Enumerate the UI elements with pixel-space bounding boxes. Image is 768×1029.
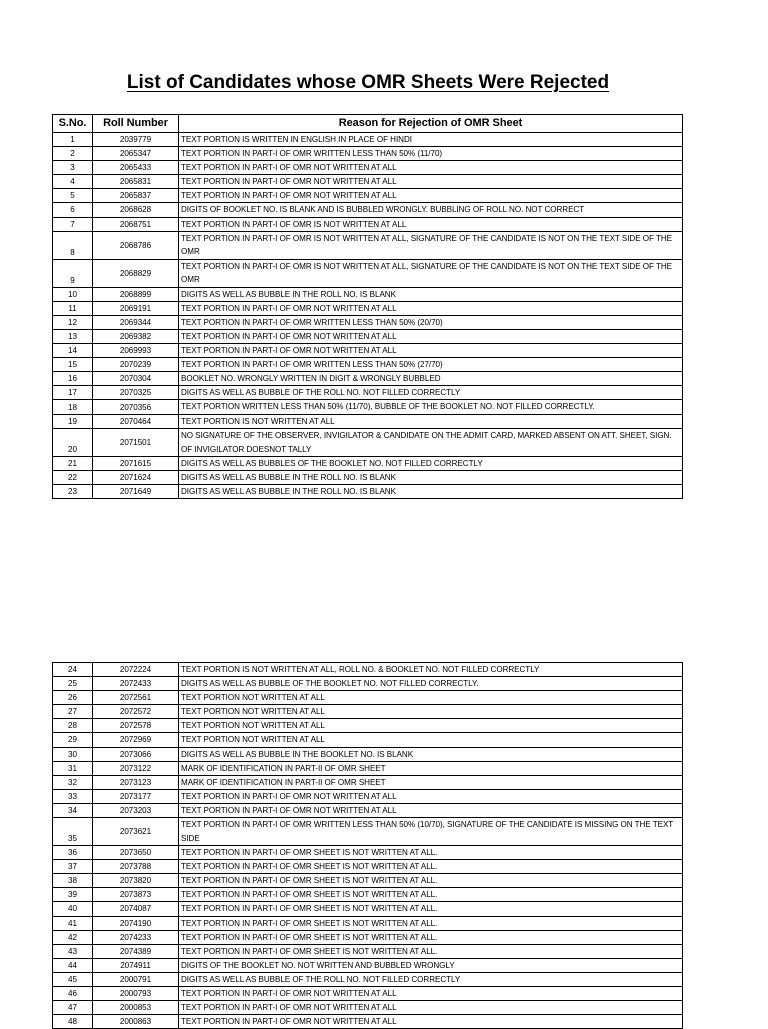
roll-number-cell: 2073122 [93, 761, 179, 775]
table-row [53, 147, 683, 161]
reason-cell: TEXT PORTION IN PART-I OF OMR NOT WRITTEN AT ALL [179, 789, 683, 803]
sno-cell: 31 [53, 761, 93, 775]
reason-cell: TEXT PORTION IN PART-I OF OMR NOT WRITTEN AT ALL [179, 1015, 683, 1029]
table-row [53, 916, 683, 930]
reason-cell: TEXT PORTION IN PART-I OF OMR IS NOT WRITTEN AT ALL, SIGNATURE OF THE CANDIDATE IS NOT ON THE TEXT SIDE OF THE OMR [179, 259, 683, 287]
roll-number-cell: 2069191 [93, 301, 179, 315]
roll-number-cell: 2065347 [93, 147, 179, 161]
roll-number-cell: 2069993 [93, 344, 179, 358]
roll-number-cell: 2074389 [93, 944, 179, 958]
roll-number-cell: 2074190 [93, 916, 179, 930]
sno-cell: 35 [53, 818, 93, 846]
table-row [53, 972, 683, 986]
reason-cell: TEXT PORTION IS WRITTEN IN ENGLISH IN PLACE OF HINDI [179, 133, 683, 147]
reason-cell: DIGITS AS WELL AS BUBBLE IN THE BOOKLET NO. IS BLANK [179, 747, 683, 761]
roll-number-cell: 2071624 [93, 471, 179, 485]
table-row [53, 663, 683, 677]
roll-number-cell: 2068751 [93, 217, 179, 231]
sno-cell: 46 [53, 986, 93, 1000]
roll-number-cell: 2068899 [93, 287, 179, 301]
sno-cell: 13 [53, 329, 93, 343]
sno-cell: 21 [53, 457, 93, 471]
reason-cell: BOOKLET NO. WRONGLY WRITTEN IN DIGIT & WRONGLY BUBBLED [179, 372, 683, 386]
reason-cell: TEXT PORTION IN PART-I OF OMR IS NOT WRITTEN AT ALL [179, 217, 683, 231]
sno-cell: 2 [53, 147, 93, 161]
roll-number-cell: 2071649 [93, 485, 179, 499]
roll-number-cell: 2071501 [93, 429, 179, 457]
table-row [53, 485, 683, 499]
sno-cell: 33 [53, 789, 93, 803]
table-row [53, 315, 683, 329]
table-row [53, 203, 683, 217]
sno-cell: 24 [53, 663, 93, 677]
roll-number-cell: 2073820 [93, 874, 179, 888]
reason-cell: TEXT PORTION IN PART-I OF OMR SHEET IS NOT WRITTEN AT ALL. [179, 916, 683, 930]
reason-cell: MARK OF IDENTIFICATION IN PART-II OF OMR SHEET [179, 761, 683, 775]
roll-number-cell: 2068829 [93, 259, 179, 287]
roll-number-cell: 2072572 [93, 705, 179, 719]
table-row [53, 789, 683, 803]
reason-cell: DIGITS OF THE BOOKLET NO. NOT WRITTEN AND BUBBLED WRONGLY [179, 958, 683, 972]
reason-cell: TEXT PORTION IN PART-I OF OMR NOT WRITTEN AT ALL [179, 161, 683, 175]
sno-cell: 47 [53, 1001, 93, 1015]
sno-cell: 28 [53, 719, 93, 733]
table-row [53, 329, 683, 343]
roll-number-cell: 2069344 [93, 315, 179, 329]
sno-cell: 38 [53, 874, 93, 888]
table-row [53, 888, 683, 902]
roll-number-cell: 2065837 [93, 189, 179, 203]
table-row [53, 429, 683, 457]
roll-number-cell: 2069382 [93, 329, 179, 343]
sno-cell: 37 [53, 860, 93, 874]
sno-cell: 23 [53, 485, 93, 499]
reason-cell: NO SIGNATURE OF THE OBSERVER, INVIGILATOR & CANDIDATE ON THE ADMIT CARD, MARKED ABSENT ON ATT. SHEET, SIGN. OF INVIGILATOR DOESNOT TALLY [179, 429, 683, 457]
reason-cell: TEXT PORTION IN PART-I OF OMR IS NOT WRITTEN AT ALL, SIGNATURE OF THE CANDIDATE IS NOT ON THE TEXT SIDE OF THE OMR [179, 231, 683, 259]
sno-cell: 44 [53, 958, 93, 972]
reason-cell: TEXT PORTION IN PART-I OF OMR NOT WRITTEN AT ALL [179, 329, 683, 343]
table-row [53, 747, 683, 761]
reason-cell: TEXT PORTION IN PART-I OF OMR SHEET IS NOT WRITTEN AT ALL. [179, 888, 683, 902]
sno-cell: 32 [53, 775, 93, 789]
roll-number-cell: 2074911 [93, 958, 179, 972]
roll-number-cell: 2039779 [93, 133, 179, 147]
reason-cell: TEXT PORTION IN PART-I OF OMR WRITTEN LESS THAN 50% (10/70), SIGNATURE OF THE CANDIDATE IS MISSING ON THE TEXT SIDE [179, 818, 683, 846]
table-row [53, 803, 683, 817]
table-row [53, 287, 683, 301]
table-row [53, 217, 683, 231]
sno-cell: 7 [53, 217, 93, 231]
roll-number-cell: 2000853 [93, 1001, 179, 1015]
sno-cell: 39 [53, 888, 93, 902]
table-row [53, 719, 683, 733]
table-row [53, 358, 683, 372]
table-row [53, 775, 683, 789]
table-row [53, 874, 683, 888]
roll-number-cell: 2068786 [93, 231, 179, 259]
rejection-table-page-2 [52, 662, 683, 1029]
reason-cell: TEXT PORTION IS NOT WRITTEN AT ALL [179, 414, 683, 428]
sno-cell: 8 [53, 231, 93, 259]
reason-cell: DIGITS OF BOOKLET NO. IS BLANK AND IS BUBBLED WRONGLY. BUBBLING OF ROLL NO. NOT CORRECT [179, 203, 683, 217]
reason-cell: TEXT PORTION IN PART-I OF OMR NOT WRITTEN AT ALL [179, 189, 683, 203]
table-row [53, 677, 683, 691]
roll-number-cell: 2073177 [93, 789, 179, 803]
sno-cell: 5 [53, 189, 93, 203]
sno-cell: 14 [53, 344, 93, 358]
table-row [53, 301, 683, 315]
sno-cell: 25 [53, 677, 93, 691]
table-row [53, 372, 683, 386]
reason-cell: DIGITS AS WELL AS BUBBLE IN THE ROLL NO. IS BLANK [179, 471, 683, 485]
sno-cell: 1 [53, 133, 93, 147]
roll-number-cell: 2000793 [93, 986, 179, 1000]
reason-cell: TEXT PORTION IN PART-I OF OMR NOT WRITTEN AT ALL [179, 803, 683, 817]
roll-number-cell: 2070304 [93, 372, 179, 386]
reason-cell: DIGITS AS WELL AS BUBBLE IN THE ROLL NO. IS BLANK [179, 485, 683, 499]
reason-cell: DIGITS AS WELL AS BUBBLES OF THE BOOKLET NO. NOT FILLED CORRECTLY [179, 457, 683, 471]
roll-number-cell: 2070325 [93, 386, 179, 400]
roll-number-cell: 2072578 [93, 719, 179, 733]
table-row [53, 386, 683, 400]
roll-number-cell: 2070239 [93, 358, 179, 372]
sno-cell: 27 [53, 705, 93, 719]
reason-cell: TEXT PORTION IN PART-I OF OMR NOT WRITTEN AT ALL [179, 1001, 683, 1015]
table-row [53, 691, 683, 705]
table-row [53, 958, 683, 972]
table-row [53, 175, 683, 189]
table-row [53, 818, 683, 846]
roll-number-cell: 2073621 [93, 818, 179, 846]
table-row [53, 414, 683, 428]
sno-cell: 22 [53, 471, 93, 485]
table-row [53, 259, 683, 287]
table-row [53, 761, 683, 775]
table-row [53, 986, 683, 1000]
sno-cell: 29 [53, 733, 93, 747]
sno-cell: 43 [53, 944, 93, 958]
reason-cell: TEXT PORTION IN PART-I OF OMR SHEET IS NOT WRITTEN AT ALL. [179, 944, 683, 958]
roll-number-cell: 2000791 [93, 972, 179, 986]
roll-number-cell: 2073203 [93, 803, 179, 817]
sno-cell: 10 [53, 287, 93, 301]
roll-number-cell: 2072224 [93, 663, 179, 677]
sno-cell: 18 [53, 400, 93, 415]
table-row [53, 133, 683, 147]
roll-number-cell: 2065433 [93, 161, 179, 175]
table-row [53, 846, 683, 860]
reason-cell: TEXT PORTION NOT WRITTEN AT ALL [179, 719, 683, 733]
sno-cell: 4 [53, 175, 93, 189]
roll-number-header: Roll Number [93, 115, 179, 133]
sno-cell: 40 [53, 902, 93, 916]
table-row [53, 400, 683, 415]
table-header-row [53, 115, 683, 133]
reason-cell: TEXT PORTION IN PART-I OF OMR SHEET IS NOT WRITTEN AT ALL. [179, 874, 683, 888]
reason-cell: DIGITS AS WELL AS BUBBLE OF THE ROLL NO. NOT FILLED CORRECTLY [179, 972, 683, 986]
reason-cell: TEXT PORTION IN PART-I OF OMR WRITTEN LESS THAN 50% (20/70) [179, 315, 683, 329]
reason-cell: DIGITS AS WELL AS BUBBLE IN THE ROLL NO. IS BLANK [179, 287, 683, 301]
reason-cell: DIGITS AS WELL AS BUBBLE OF THE ROLL NO. NOT FILLED CORRECTLY [179, 386, 683, 400]
reason-cell: TEXT PORTION IN PART-I OF OMR SHEET IS NOT WRITTEN AT ALL. [179, 860, 683, 874]
sno-cell: 26 [53, 691, 93, 705]
table-row [53, 705, 683, 719]
sno-cell: 12 [53, 315, 93, 329]
roll-number-cell: 2074087 [93, 902, 179, 916]
sno-cell: 11 [53, 301, 93, 315]
table-row [53, 1015, 683, 1029]
roll-number-cell: 2072433 [93, 677, 179, 691]
roll-number-cell: 2070356 [93, 400, 179, 415]
sno-cell: 19 [53, 414, 93, 428]
reason-cell: TEXT PORTION WRITTEN LESS THAN 50% (11/70), BUBBLE OF THE BOOKLET NO. NOT FILLED CORRECTLY. [179, 400, 683, 415]
sno-cell: 6 [53, 203, 93, 217]
reason-cell: MARK OF IDENTIFICATION IN PART-II OF OMR SHEET [179, 775, 683, 789]
table-row [53, 1001, 683, 1015]
reason-cell: TEXT PORTION NOT WRITTEN AT ALL [179, 691, 683, 705]
reason-cell: TEXT PORTION IN PART-I OF OMR NOT WRITTEN AT ALL [179, 301, 683, 315]
reason-cell: TEXT PORTION IN PART-I OF OMR WRITTEN LESS THAN 50% (11/70) [179, 147, 683, 161]
table-row [53, 344, 683, 358]
reason-cell: DIGITS AS WELL AS BUBBLE OF THE BOOKLET NO. NOT FILLED CORRECTLY. [179, 677, 683, 691]
sno-cell: 9 [53, 259, 93, 287]
sno-cell: 42 [53, 930, 93, 944]
table-row [53, 231, 683, 259]
sno-cell: 30 [53, 747, 93, 761]
reason-cell: TEXT PORTION IN PART-I OF OMR SHEET IS NOT WRITTEN AT ALL. [179, 846, 683, 860]
roll-number-cell: 2072561 [93, 691, 179, 705]
roll-number-cell: 2065831 [93, 175, 179, 189]
sno-cell: 16 [53, 372, 93, 386]
roll-number-cell: 2071615 [93, 457, 179, 471]
reason-cell: TEXT PORTION IN PART-I OF OMR SHEET IS NOT WRITTEN AT ALL. [179, 930, 683, 944]
table-row [53, 457, 683, 471]
sno-cell: 34 [53, 803, 93, 817]
table-row [53, 944, 683, 958]
roll-number-cell: 2074233 [93, 930, 179, 944]
roll-number-cell: 2073650 [93, 846, 179, 860]
sno-cell: 48 [53, 1015, 93, 1029]
reason-cell: TEXT PORTION NOT WRITTEN AT ALL [179, 705, 683, 719]
reason-cell: TEXT PORTION IN PART-I OF OMR WRITTEN LESS THAN 50% (27/70) [179, 358, 683, 372]
reason-cell: TEXT PORTION IN PART-I OF OMR SHEET IS NOT WRITTEN AT ALL. [179, 902, 683, 916]
roll-number-cell: 2068628 [93, 203, 179, 217]
roll-number-cell: 2073066 [93, 747, 179, 761]
sno-cell: 20 [53, 429, 93, 457]
sno-cell: 17 [53, 386, 93, 400]
sno-cell: 41 [53, 916, 93, 930]
table-row [53, 860, 683, 874]
roll-number-cell: 2073788 [93, 860, 179, 874]
table-row [53, 161, 683, 175]
table-row [53, 471, 683, 485]
roll-number-cell: 2000863 [93, 1015, 179, 1029]
sno-cell: 45 [53, 972, 93, 986]
reason-cell: TEXT PORTION IN PART-I OF OMR NOT WRITTEN AT ALL [179, 175, 683, 189]
reason-header: Reason for Rejection of OMR Sheet [179, 115, 683, 133]
table-row [53, 902, 683, 916]
roll-number-cell: 2073873 [93, 888, 179, 902]
reason-cell: TEXT PORTION IS NOT WRITTEN AT ALL, ROLL NO. & BOOKLET NO. NOT FILLED CORRECTLY [179, 663, 683, 677]
reason-cell: TEXT PORTION IN PART-I OF OMR NOT WRITTEN AT ALL [179, 344, 683, 358]
page-title: List of Candidates whose OMR Sheets Were Rejected [126, 72, 610, 93]
roll-number-cell: 2070464 [93, 414, 179, 428]
roll-number-cell: 2073123 [93, 775, 179, 789]
sno-cell: 15 [53, 358, 93, 372]
roll-number-cell: 2072969 [93, 733, 179, 747]
rejection-table-page-1 [52, 114, 683, 499]
table-row [53, 733, 683, 747]
reason-cell: TEXT PORTION IN PART-I OF OMR NOT WRITTEN AT ALL [179, 986, 683, 1000]
table-row [53, 189, 683, 203]
sno-cell: 36 [53, 846, 93, 860]
table-row [53, 930, 683, 944]
reason-cell: TEXT PORTION NOT WRITTEN AT ALL [179, 733, 683, 747]
sno-cell: 3 [53, 161, 93, 175]
sno-header: S.No. [53, 115, 93, 133]
